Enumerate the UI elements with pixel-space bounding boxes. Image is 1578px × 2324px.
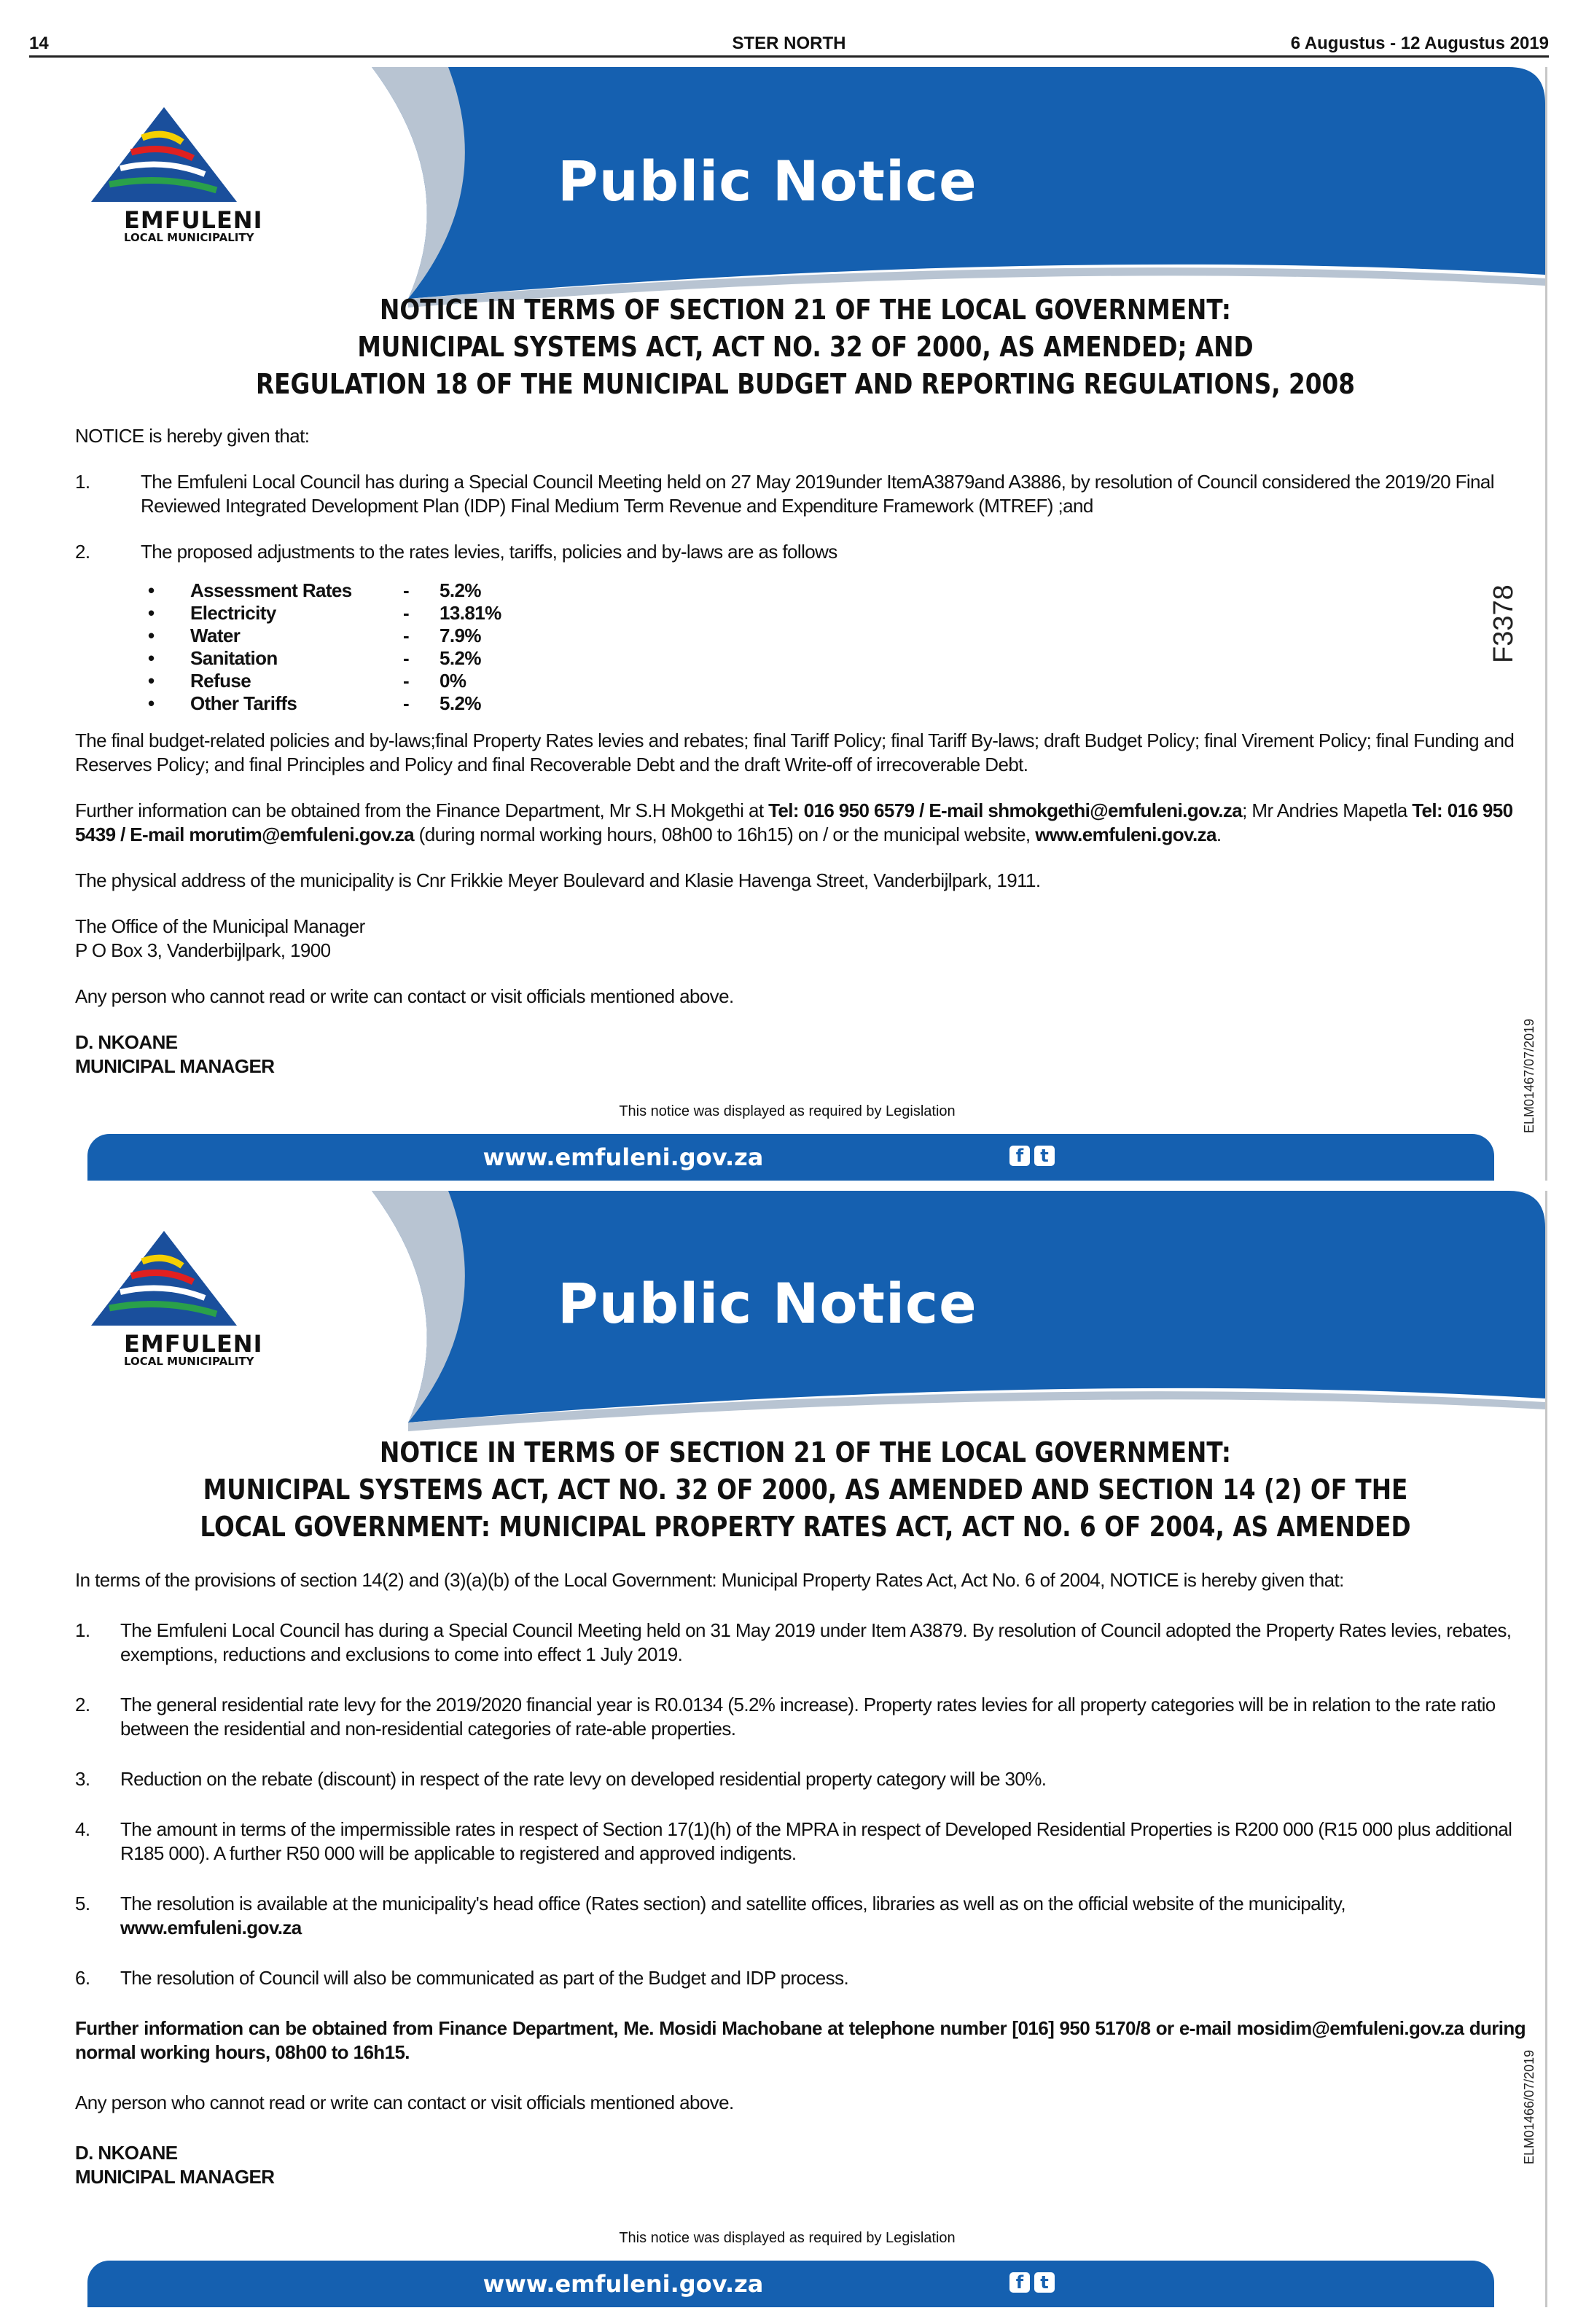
further-info: Further information can be obtained from Finance Department, Me. Mosidi Machobane at telephone number [016] 950 5170/8 or e-mail mosidim@emfuleni.gov.za during normal working hours, 08h00 to 16h15.	[75, 2017, 1526, 2063]
issue-date: 6 Augustus - 12 Augustus 2019	[1290, 34, 1549, 53]
tariff-item: • Sanitation - 5.2%	[148, 647, 481, 669]
footer-url[interactable]: www.emfuleni.gov.za	[483, 2270, 764, 2298]
logo-triangle-icon	[91, 1231, 237, 1326]
address-text: The physical address of the municipality is Cnr Frikkie Meyer Boulevard and Klasie Havenga Street, Vanderbijlpark, 1911.	[75, 869, 1041, 891]
logo-brand: EMFULENI	[124, 206, 263, 234]
heading-line: MUNICIPAL SYSTEMS ACT, ACT NO. 32 OF 2000, AS AMENDED; AND	[357, 331, 1254, 363]
legislation-note: This notice was displayed as required by Legislation	[619, 1103, 956, 1119]
item-text: Reduction on the rebate (discount) in respect of the rate levy on developed residential property category will be 30%.	[120, 1768, 1047, 1790]
list-item	[75, 540, 1526, 564]
reference-code: ELM01467/07/2019	[1522, 1018, 1536, 1133]
item-text: The Emfuleni Local Council has during a Special Council Meeting held on 27 May 2019under ItemA3879and A3886, by resolution of Council considered the 2019/20 Final Reviewed Integrated Development Plan (IDP) Final Medium Term Revenue and Expenditure Framework (MTREF) ;and	[141, 471, 1494, 517]
signatory-name: D. NKOANE	[75, 2142, 178, 2164]
further-info: Further information can be obtained from the Finance Department, Mr S.H Mokgethi at Tel: 016 950 6579 / E-mail shmokgethi@emfuleni.gov.za; Mr Andries Mapetla Tel: 016 950 5439 / E-mail morutim@emfuleni.gov.za (during normal working hours, 08h00 to 16h15) on / or the municipal website, www.emfuleni.gov.za.	[75, 799, 1513, 845]
logo-brand: EMFULENI	[124, 1330, 263, 1358]
emfuleni-logo	[91, 107, 263, 244]
list-item: 3. Reduction on the rebate (discount) in respect of the rate levy on developed residential property category will be 30%.	[75, 1768, 1047, 1790]
footer-bar	[87, 1134, 1494, 1181]
public-notice-property-rates	[29, 1191, 1547, 2307]
public-notice-budget	[29, 67, 1547, 1181]
logo-triangle-icon	[91, 107, 237, 202]
item-text: The general residential rate levy for the 2019/2020 financial year is R0.0134 (5.2% increase). Property rates levies for all property categories will be in relation to the rate ratio between the residential and non-residential categories of rate-able properties.	[120, 1694, 1496, 1740]
notice-body	[75, 1568, 1526, 2189]
intro-text: NOTICE is hereby given that:	[75, 425, 310, 447]
heading-line: MUNICIPAL SYSTEMS ACT, ACT NO. 32 OF 2000, AS AMENDED AND SECTION 14 (2) OF THE	[203, 1474, 1408, 1506]
signature-block	[75, 1030, 1526, 1079]
contact-2: Tel: 016 950 5439 / E-mail morutim@emfuleni.gov.za	[75, 799, 1513, 845]
contact-note: Any person who cannot read or write can contact or visit officials mentioned above.	[75, 2092, 734, 2113]
banner-title: Public Notice	[558, 149, 977, 214]
page-header	[29, 29, 1549, 58]
item-number: 2.	[75, 541, 90, 563]
list-item: 4. The amount in terms of the impermissible rates in respect of Section 17(1)(h) of the MPRA in respect of Developed Residential Properties is R200 000 (R15 000 plus additional R185 000). A further R50 000 will be applicable to registered and approved indigents.	[75, 1818, 1512, 1864]
facebook-icon[interactable]: f	[1009, 1146, 1030, 1166]
tariff-item: • Water - 7.9%	[148, 625, 481, 646]
tariff-item: • Assessment Rates - 5.2%	[148, 579, 481, 601]
tariff-list	[148, 579, 1526, 714]
logo-subtitle: LOCAL MUNICIPALITY	[124, 231, 254, 244]
notice-heading	[176, 1434, 1436, 1546]
notice-heading	[176, 292, 1436, 403]
tariff-item: • Other Tariffs - 5.2%	[148, 692, 481, 714]
policies-text: The final budget-related policies and by-laws;final Property Rates levies and rebates; final Tariff Policy; final Tariff By-laws; draft Budget Policy; final Virement Policy; final Funding and Reserves Policy; and final Principles and Policy and final Recoverable Debt and the draft Write-off of irrecoverable Debt.	[75, 729, 1515, 775]
website-link[interactable]: www.emfuleni.gov.za	[1035, 823, 1216, 845]
item-text: The Emfuleni Local Council has during a Special Council Meeting held on 31 May 2019 under Item A3879. By resolution of Council adopted the Property Rates levies, rebates, exemptions, reductions and exclusions to come into effect 1 July 2019.	[120, 1619, 1512, 1665]
heading-line: REGULATION 18 OF THE MUNICIPAL BUDGET AND REPORTING REGULATIONS, 2008	[256, 368, 1355, 400]
tariff-item: • Electricity - 13.81%	[148, 602, 501, 624]
office-address: The Office of the Municipal Manager P O Box 3, Vanderbijlpark, 1900	[75, 915, 365, 961]
item-text: The proposed adjustments to the rates levies, tariffs, policies and by-laws are as follows	[141, 541, 837, 563]
notice-body	[75, 424, 1526, 1079]
signatory-title: MUNICIPAL MANAGER	[75, 1055, 275, 1077]
banner-title: Public Notice	[558, 1271, 977, 1336]
heading-line: NOTICE IN TERMS OF SECTION 21 OF THE LOCAL GOVERNMENT:	[380, 1436, 1231, 1468]
page-number: 14	[29, 34, 49, 53]
signatory-title: MUNICIPAL MANAGER	[75, 2166, 275, 2188]
legislation-note: This notice was displayed as required by Legislation	[619, 2230, 956, 2246]
contact-1: Tel: 016 950 6579 / E-mail shmokgethi@emfuleni.gov.za	[768, 799, 1243, 821]
intro-text: In terms of the provisions of section 14(2) and (3)(a)(b) of the Local Government: Municipal Property Rates Act, Act No. 6 of 2004, NOTICE is hereby given that:	[75, 1569, 1344, 1591]
contact-note: Any person who cannot read or write can contact or visit officials mentioned above.	[75, 985, 734, 1007]
signatory-name: D. NKOANE	[75, 1031, 178, 1053]
signature-block	[75, 2141, 1526, 2189]
emfuleni-logo	[91, 1231, 263, 1368]
social-icons	[1009, 1146, 1059, 1166]
footer-url[interactable]: www.emfuleni.gov.za	[483, 1143, 764, 1171]
website-link[interactable]: www.emfuleni.gov.za	[120, 1917, 302, 1938]
heading-line: LOCAL GOVERNMENT: MUNICIPAL PROPERTY RATES ACT, ACT NO. 6 OF 2004, AS AMENDED	[200, 1511, 1411, 1543]
tariff-item: • Refuse - 0%	[148, 670, 466, 692]
list-item: 1. The Emfuleni Local Council has during a Special Council Meeting held on 31 May 2019 under Item A3879. By resolution of Council adopted the Property Rates levies, rebates, exemptions, reductions and exclusions to come into effect 1 July 2019.	[75, 1619, 1512, 1665]
item-text: The resolution is available at the municipality's head office (Rates section) and satellite offices, libraries as well as on the official website of the municipality,	[120, 1893, 1346, 1914]
social-icons	[1009, 2272, 1059, 2293]
reference-code: ELM01466/07/2019	[1522, 2049, 1536, 2164]
list-item: 6. The resolution of Council will also be communicated as part of the Budget and IDP process.	[75, 1967, 849, 1989]
newspaper-name: STER NORTH	[732, 34, 846, 53]
logo-subtitle: LOCAL MUNICIPALITY	[124, 1355, 254, 1368]
list-item: 2. The general residential rate levy for the 2019/2020 financial year is R0.0134 (5.2% increase). Property rates levies for all property categories will be in relation to the rate ratio between the residential and non-residential categories of rate-able properties.	[75, 1694, 1496, 1740]
twitter-icon[interactable]: t	[1034, 1146, 1055, 1166]
list-item	[75, 470, 1526, 518]
heading-line: NOTICE IN TERMS OF SECTION 21 OF THE LOCAL GOVERNMENT:	[380, 294, 1231, 326]
footer-bar	[87, 2261, 1494, 2307]
item-number: 1.	[75, 471, 90, 493]
item-text: The resolution of Council will also be communicated as part of the Budget and IDP process.	[120, 1967, 849, 1989]
item-text: The amount in terms of the impermissible rates in respect of Section 17(1)(h) of the MPRA in respect of Developed Residential Properties is R200 000 (R15 000 plus additional R185 000). A further R50 000 will be applicable to registered and approved indigents.	[120, 1818, 1512, 1864]
twitter-icon[interactable]: t	[1034, 2272, 1055, 2293]
list-item: 5. The resolution is available at the municipality's head office (Rates section) and satellite offices, libraries as well as on the official website of the municipality, www.emfuleni.gov.za	[75, 1893, 1346, 1938]
facebook-icon[interactable]: f	[1009, 2272, 1030, 2293]
ad-code: F3378	[1488, 584, 1519, 663]
